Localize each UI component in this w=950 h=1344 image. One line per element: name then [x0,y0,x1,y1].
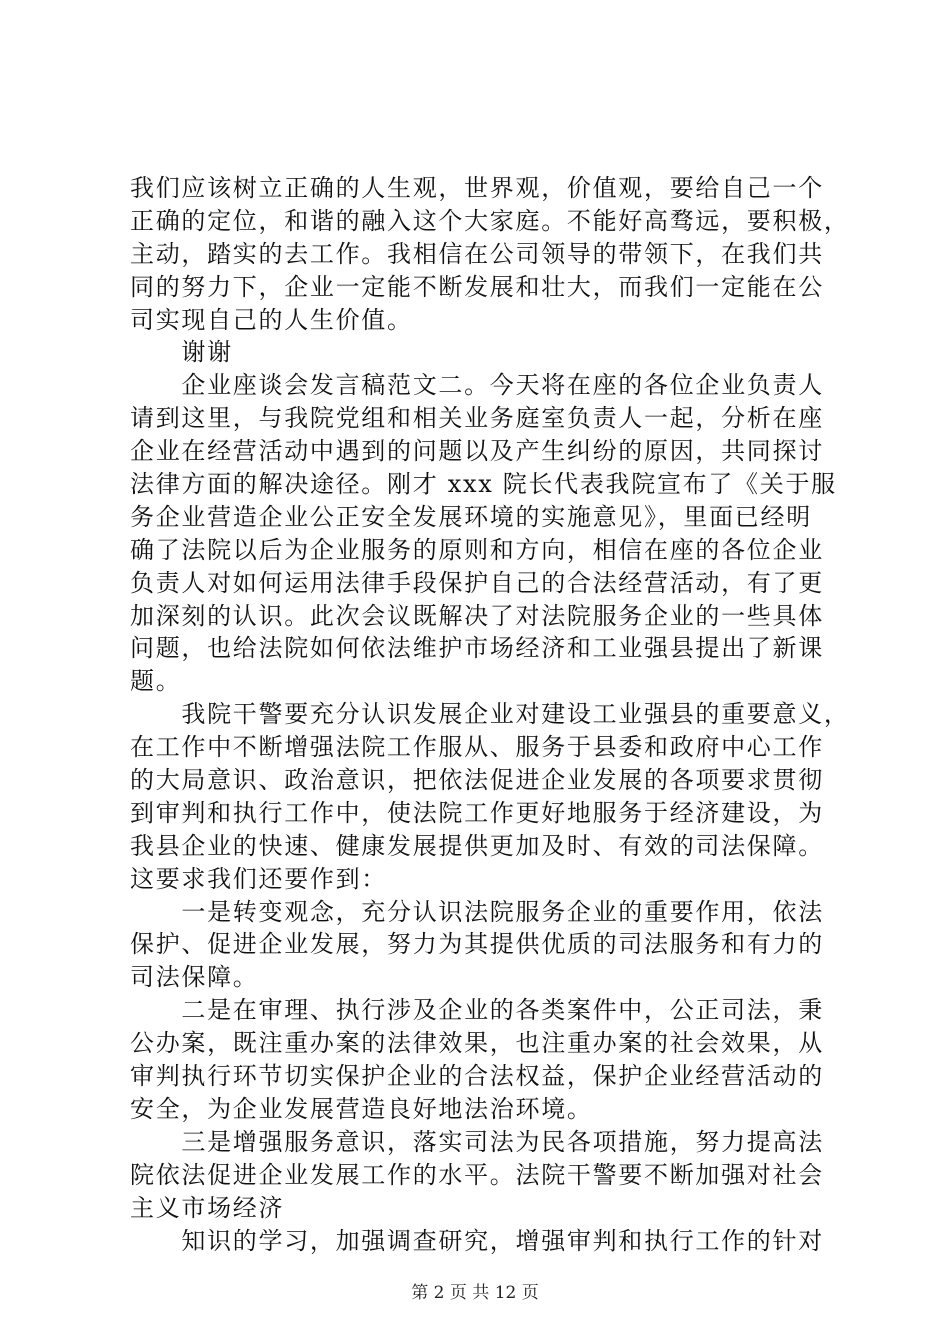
text-line: 谢谢 [130,338,233,367]
text-line: 我们应该树立正确的人生观，世界观，价值观，要给自己一个 [130,174,824,202]
text-line: 一是转变观念，充分认识法院服务企业的重要作用，依法 [130,897,824,926]
text-line: 院依法促进企业发展工作的水平。法院干警要不断加强对社会 [130,1160,824,1189]
text-line: 安全，为企业发展营造良好地法治环境。 [130,1094,593,1123]
text-line: 知识的学习，加强调查研究，增强审判和执行工作的针对 [130,1226,824,1255]
text-line: 三是增强服务意识，落实司法为民各项措施，努力提高法 [130,1127,824,1156]
page-footer: 第 2 页 共 12 页 [411,1283,539,1303]
text-line: 负责人对如何运用法律手段保护自己的合法经营活动，有了更 [130,568,824,597]
text-line: 企业座谈会发言稿范文二。今天将在座的各位企业负责人 [130,371,824,400]
text-line: 加深刻的认识。此次会议既解决了对法院服务企业的一些具体 [130,601,824,630]
body-text [130,172,850,1257]
text-line: 主动，踏实的去工作。我相信在公司领导的带领下，在我们共 [130,239,824,268]
text-line: 题。 [130,667,182,696]
text-line: 我院干警要充分认识发展企业对建设工业强县的重要意义， [130,700,850,729]
text-line: 在工作中不断增强法院工作服从、服务于县委和政府中心工作 [130,733,824,762]
text-line: 问题，也给法院如何依法维护市场经济和工业强县提出了新课 [130,634,824,663]
text-line: 同的努力下，企业一定能不断发展和壮大，而我们一定能在公 [130,272,824,301]
text-line: 的大局意识、政治意识，把依法促进企业发展的各项要求贯彻 [130,766,824,795]
text-line: 二是在审理、执行涉及企业的各类案件中，公正司法，秉 [130,996,824,1025]
text-line: 务企业营造企业公正安全发展环境的实施意见》，里面已经明 [130,502,812,531]
text-line: 我县企业的快速、健康发展提供更加及时、有效的司法保障。 [130,831,824,860]
text-line: 正确的定位，和谐的融入这个大家庭。不能好高骛远，要积极， [130,206,850,235]
text-line: 到审判和执行工作中，使法院工作更好地服务于经济建设，为 [130,798,824,827]
text-line: 请到这里，与我院党组和相关业务庭室负责人一起，分析在座 [130,404,824,433]
text-line: 保护、促进企业发展，努力为其提供优质的司法服务和有力的 [130,930,824,959]
text-line: 审判执行环节切实保护企业的合法权益，保护企业经营活动的 [130,1062,824,1091]
text-line: 主义市场经济 [130,1193,285,1222]
text-line: 司实现自己的人生价值。 [130,305,413,334]
text-line: 企业在经营活动中遇到的问题以及产生纠纷的原因，共同探讨 [130,437,824,466]
text-line: 确了法院以后为企业服务的原则和方向，相信在座的各位企业 [130,535,824,564]
text-line: 司法保障。 [130,963,259,992]
text-line: 公办案，既注重办案的法律效果，也注重办案的社会效果，从 [130,1029,824,1058]
text-line: 这要求我们还要作到： [130,864,387,893]
text-line: 法律方面的解决途径。刚才 xxx 院长代表我院宣布了《关于服 [130,470,837,499]
